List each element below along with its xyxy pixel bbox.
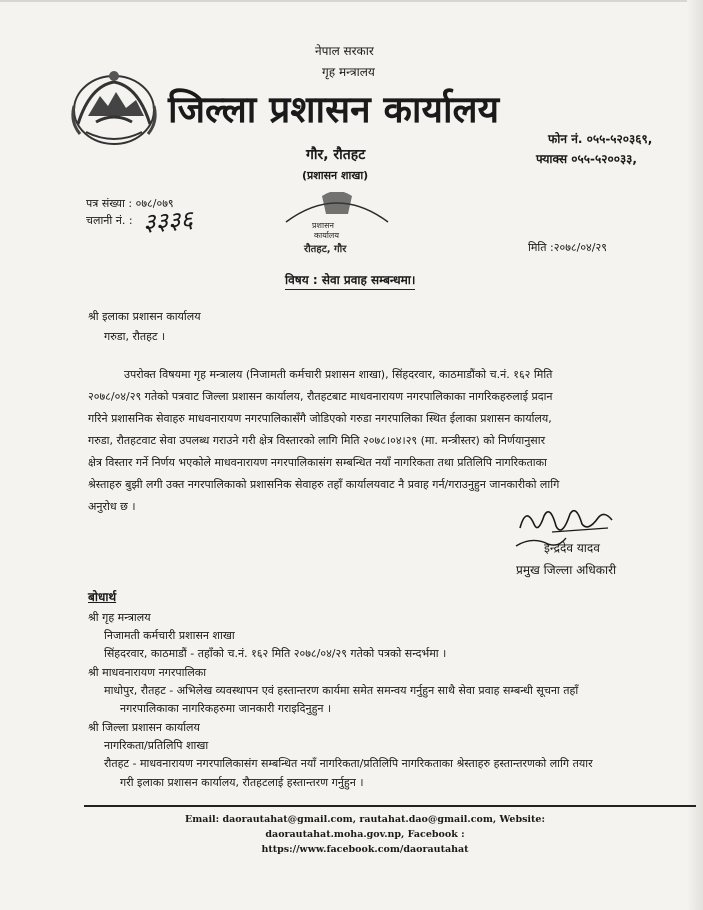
dispatch-label: चलानी नं. : — [86, 214, 133, 227]
cc-line: रौतहट - माधवनारायण नगरपालिकासंग सम्बन्धित नयाँ नागरिकता/प्रतिलिपि नागरिकताका श्रेस्ताहरु हस्तान्तरणको लागि तयार — [104, 757, 593, 770]
footer-facebook-link[interactable]: https://www.facebook.com/daorautahat — [261, 844, 469, 855]
scan-top-edge — [0, 0, 703, 2]
body-line: श्रेस्ताहरु बुझी लगी उक्त नगरपालिकाको प्रशासनिक सेवाहरु तहाँ कार्यालयवाट नै प्रवाह गर्न/गराउनुहुन जानकारीको लागि — [88, 478, 560, 491]
cc-org: श्री माधवनारायण नगरपालिका — [88, 666, 207, 679]
fax-number: फ्याक्स ०५५-५२००३३, — [536, 152, 637, 166]
nepal-emblem-logo — [66, 66, 162, 148]
body-line: २०७८/०४/२९ गतेको पत्रवाट जिल्ला प्रशासन कार्यालय, रौतहटबाट माधवनारायण नगरपालिकाका नागरिकहरुलाई प्रदान — [88, 390, 553, 403]
cc-line: गरी इलाका प्रशासन कार्यालय, रौतहटलाई हस्तान्तरण गर्नुहुन । — [120, 776, 364, 789]
government-name: नेपाल सरकार — [315, 44, 374, 58]
phone-number: फोन नं. ०५५-५२०३६९, — [548, 132, 653, 146]
body-line: अनुरोध छ । — [88, 500, 136, 513]
footer-divider — [84, 805, 696, 807]
footer-contact — [130, 812, 600, 857]
body-line: उपरोक्त विषयमा गृह मन्त्रालय (निजामती कर्मचारी प्रशासन शाखा), सिंहदरवार, काठमाडौंको च.नं. १६२ मिति — [124, 368, 553, 381]
footer-email-line: Email: daorautahat@gmail.com, rautahat.dao@gmail.com, Website: daorautahat.moha.gov.np, Facebook : — [185, 814, 545, 840]
cc-org: श्री गृह मन्त्रालय — [88, 611, 151, 624]
cc-org: श्री जिल्ला प्रशासन कार्यालय — [88, 721, 200, 734]
cc-line: नगरपालिकाका नागरिकहरुमा जानकारी गराइदिनुहुन । — [120, 702, 332, 715]
stamp-text-3: रौतहट, गौर — [304, 244, 347, 255]
body-line: क्षेत्र विस्तार गर्ने निर्णय भएकोले माधवनारायण नगरपालिकासंग सम्बन्धित नयाँ नागरिकता तथा प्रतिलिपि नागरिकताका — [88, 456, 547, 469]
office-location: गौर, रौतहट — [306, 147, 366, 163]
signatory-title: प्रमुख जिल्ला अधिकारी — [516, 563, 617, 577]
recipient-line-1: श्री इलाका प्रशासन कार्यालय — [88, 310, 201, 323]
ministry-name: गृह मन्त्रालय — [322, 65, 375, 79]
branch-name: (प्रशासन शाखा) — [302, 169, 369, 182]
scan-right-shadow — [687, 0, 703, 910]
office-title: जिल्ला प्रशासन कार्यालय — [168, 88, 500, 131]
cc-line: नागरिकता/प्रतिलिपि शाखा — [104, 739, 209, 752]
dispatch-number-handwritten: ३३३६ — [142, 205, 194, 237]
recipient-line-2: गरुडा, रौतहट । — [104, 330, 166, 343]
stamp-text-1: प्रशासन — [312, 221, 334, 230]
letter-number: पत्र संख्या : ०७८/०७९ — [86, 197, 174, 210]
letter-date: मिति :२०७८/०४/२९ — [528, 241, 607, 254]
office-stamp — [282, 192, 392, 256]
signatory-name: इन्द्रदेव यादव — [544, 541, 600, 555]
cc-heading: बोधार्थ — [88, 590, 117, 604]
body-line: गरिने प्रशासनिक सेवाहरु माधवनारायण नगरपालिकासँगै जोडिएको गरुडा नगरपालिका स्थित ईलाका प्रशासन कार्यालय, — [88, 412, 552, 425]
stamp-text-2: कार्यालय — [314, 231, 339, 240]
body-line: गरुडा, रौतहटवाट सेवा उपलब्ध गराउने गरी क्षेत्र विस्तारको लागि मिति २०७८।०४।२९ (मा. मन्त्रीस्तर) को निर्णयानुसार — [88, 434, 546, 447]
cc-line: माधोपुर, रौतहट - अभिलेख व्यवस्थापन एवं हस्तान्तरण कार्यमा समेत समन्वय गर्नुहुन साथै सेवा प्रवाह सम्बन्धी सूचना तहाँ — [104, 684, 579, 697]
cc-line: निजामती कर्मचारी प्रशासन शाखा — [104, 629, 235, 642]
cc-line: सिंहदरवार, काठमाडौं - तहाँको च.नं. १६२ मिति २०७८/०४/२९ गतेको पत्रको सन्दर्भमा । — [104, 647, 447, 660]
subject-line: विषय : सेवा प्रवाह सम्बन्धमा। — [285, 271, 415, 290]
